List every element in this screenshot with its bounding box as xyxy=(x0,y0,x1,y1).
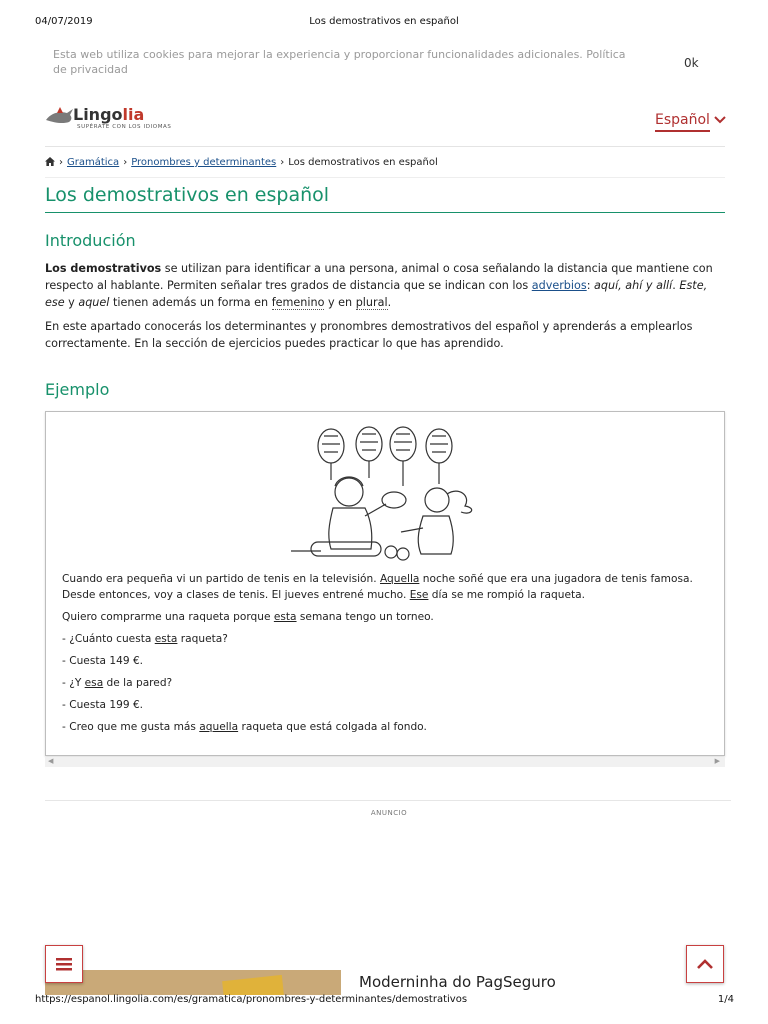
dolphin-logo-icon xyxy=(45,107,75,129)
lingolia-logo[interactable] xyxy=(45,105,175,135)
intro-text: . xyxy=(387,296,392,309)
demonstrative-esta: esta xyxy=(154,633,178,645)
demonstrative-ese: Ese xyxy=(409,589,429,601)
example-dialog-1 xyxy=(62,631,702,647)
demonstrative-aquella: aquella xyxy=(199,721,239,733)
example-text: - Creo que me gusta más xyxy=(62,721,200,733)
example-text: raqueta que está colgada al fondo. xyxy=(238,721,427,733)
term-femenino[interactable]: femenino xyxy=(271,296,325,309)
ad-product-shape xyxy=(222,975,284,995)
breadcrumb-separator: › xyxy=(123,157,128,168)
demonstrative-aquella: Aquella xyxy=(379,573,420,585)
breadcrumb-divider xyxy=(45,177,725,178)
intro-text: tienen además un forma en xyxy=(109,296,272,309)
intro-paragraph-2: En este apartado conocerás los determinantes y pronombres demostrativos del español y aprenderás a emplearlos correctamente. En la sección de ejercicios puedes practicar lo que has aprendido. xyxy=(45,320,693,350)
chevron-down-icon xyxy=(714,116,726,124)
ad-label: ANUNCIO xyxy=(370,809,408,817)
tennis-kids-illustration xyxy=(291,424,481,564)
example-text: - ¿Cuánto cuesta xyxy=(62,633,155,645)
language-selector[interactable] xyxy=(655,112,710,128)
breadcrumb-separator: › xyxy=(280,157,285,168)
ad-divider xyxy=(45,800,731,801)
example-dialog-5 xyxy=(62,719,702,735)
print-url: https://espanol.lingolia.com/es/gramatica/pronombres-y-determinantes/demostrativos xyxy=(35,994,468,1005)
hamburger-icon xyxy=(55,955,73,973)
term-plural[interactable]: plural xyxy=(355,296,388,309)
print-header xyxy=(0,16,768,30)
header-divider xyxy=(45,146,725,147)
example-dialog-2: - Cuesta 149 €. xyxy=(62,655,144,667)
scroll-left-icon[interactable]: ◀ xyxy=(48,757,54,765)
logo-brand-a: Lingo xyxy=(73,105,123,124)
example-text: noche soñé que era una jugadora de tenis famosa. Desde entonces, voy a clases de tenis. El jueves entrené mucho. xyxy=(62,573,693,601)
logo-brand-b: lia xyxy=(122,105,145,124)
breadcrumb xyxy=(45,157,438,168)
page-title: Los demostrativos en español xyxy=(45,184,330,206)
print-page-count: 1/4 xyxy=(717,994,734,1005)
example-text: día se me rompió la raqueta. xyxy=(428,589,585,601)
example-text: Quiero comprarme una raqueta porque xyxy=(62,611,274,623)
intro-text: : xyxy=(586,279,595,292)
example-paragraph-2 xyxy=(62,609,702,625)
intro-heading: Introdución xyxy=(45,231,136,250)
breadcrumb-current: Los demostrativos en español xyxy=(288,157,438,168)
example-heading: Ejemplo xyxy=(45,380,110,399)
intro-paragraph-1 xyxy=(45,260,725,311)
intro-italic: Este, ese xyxy=(45,279,708,309)
ad-headline[interactable]: Moderninha do PagSeguro xyxy=(359,973,556,991)
breadcrumb-separator: › xyxy=(59,157,63,168)
example-dialog-3 xyxy=(62,675,702,691)
demonstrative-esa: esa xyxy=(84,677,104,689)
scroll-to-top-button[interactable] xyxy=(686,945,724,983)
example-text: - ¿Y xyxy=(62,677,85,689)
logo-tagline: SUPÉRATE CON LOS IDIOMAS xyxy=(77,124,172,130)
intro-text: se utilizan para identificar a una persona, animal o cosa señalando la distancia que mantiene con respecto al hablante. Permiten señalar tres grados de distancia que se indican con los xyxy=(45,262,713,292)
horizontal-scrollbar[interactable] xyxy=(45,757,725,767)
print-footer xyxy=(0,994,768,1008)
example-paragraph-1 xyxy=(62,571,702,603)
example-text: raqueta? xyxy=(177,633,228,645)
intro-text: y xyxy=(64,296,79,309)
menu-button[interactable] xyxy=(45,945,83,983)
print-date: 04/07/2019 xyxy=(35,16,93,27)
chevron-up-icon xyxy=(696,955,714,973)
ad-image[interactable] xyxy=(45,970,341,995)
demonstrative-esta: esta xyxy=(273,611,297,623)
intro-italic: aquel xyxy=(78,296,110,309)
cookie-notice: Esta web utiliza cookies para mejorar la experiencia y proporcionar funcionalidades adicionales. Política de privacidad xyxy=(53,48,626,76)
intro-text: y en xyxy=(324,296,356,309)
scroll-right-icon[interactable]: ▶ xyxy=(714,757,720,765)
logo-wordmark xyxy=(73,105,144,124)
print-doc-title: Los demostrativos en español xyxy=(309,16,459,27)
intro-bold-term: Los demostrativos xyxy=(45,262,162,275)
title-underline xyxy=(45,212,725,213)
cookie-ok-button[interactable]: 0k xyxy=(684,56,699,70)
example-box xyxy=(45,411,725,756)
example-dialog-4: - Cuesta 199 €. xyxy=(62,699,144,711)
breadcrumb-item-gramatica[interactable]: Gramática xyxy=(67,157,120,168)
example-text: Cuando era pequeña vi un partido de tenis en la televisión. xyxy=(62,573,380,585)
example-text: de la pared? xyxy=(103,677,173,689)
example-text: semana tengo un torneo. xyxy=(296,611,434,623)
home-icon[interactable] xyxy=(45,157,55,166)
intro-text: . xyxy=(672,279,680,292)
breadcrumb-item-pronombres[interactable]: Pronombres y determinantes xyxy=(131,157,277,168)
intro-italic: aquí, ahí y allí xyxy=(594,279,673,292)
language-label: Español xyxy=(655,112,710,132)
link-adverbios[interactable]: adverbios xyxy=(531,279,587,292)
